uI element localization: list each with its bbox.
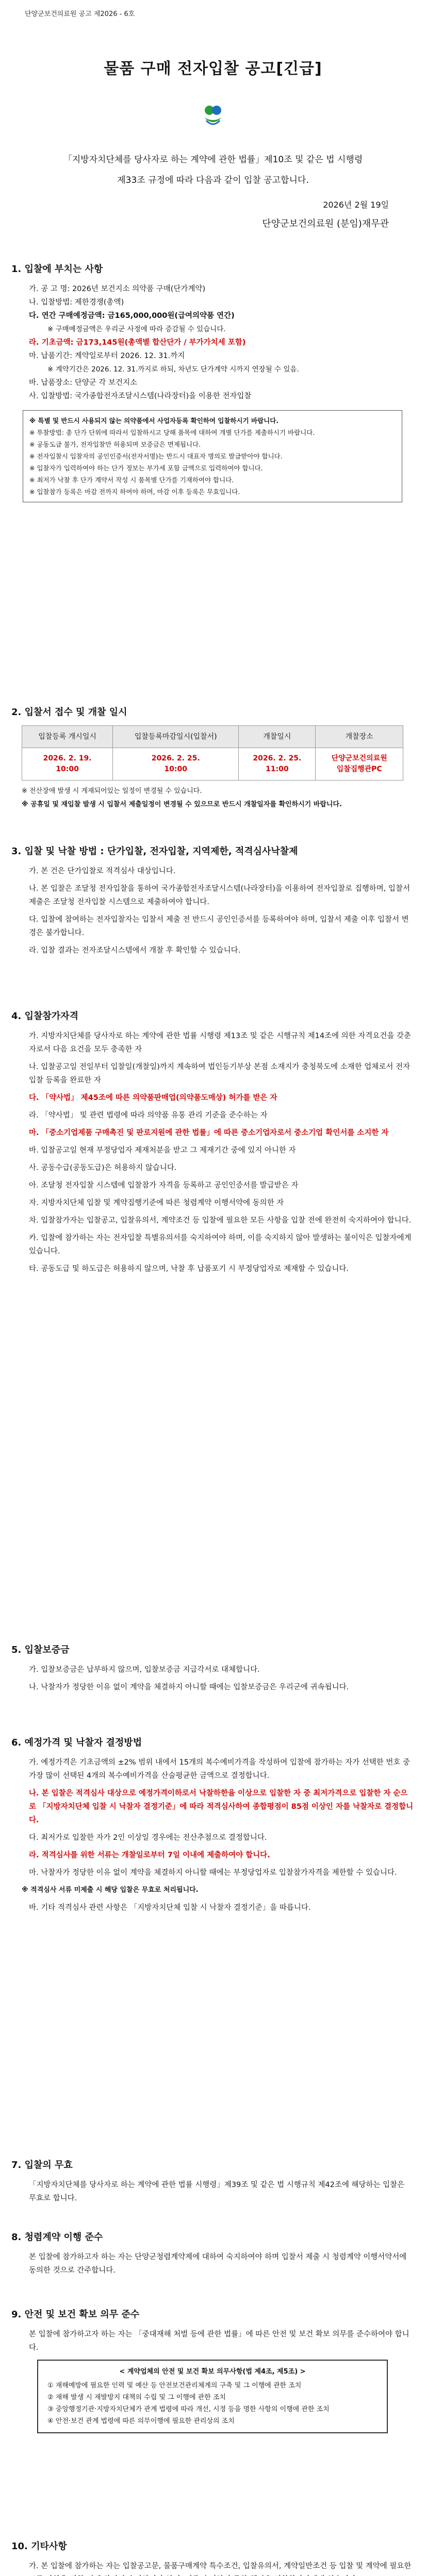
paragraph: 가. 입찰보증금은 납부하지 않으며, 입찰보증금 지급각서로 대체합니다. <box>29 1666 260 1674</box>
sub-note: ※ 계약기간은 2026. 12. 31.까지로 하되, 차년도 단가계약 시까지 연장될 수 있음. <box>47 365 299 374</box>
schedule-table <box>22 725 403 781</box>
section-5 <box>11 1643 414 1698</box>
section-heading: 5. 입찰보증금 <box>11 1645 70 1655</box>
paragraph: 차. 입찰참가자는 입찰공고, 입찰유의서, 계약조건 등 입찰에 필요한 모든 사항을 입찰 전에 완전히 숙지하여야 합니다. <box>29 1216 412 1225</box>
paragraph: 아. 조달청 전자입찰 시스템에 입찰참가 자격을 등록하고 공인인증서를 발급받은 자 <box>29 1181 299 1190</box>
paragraph: 마. 낙찰자가 정당한 이유 없이 계약을 체결하지 아니할 때에는 부정당업자로 입찰참가자격을 제한할 수 있습니다. <box>29 1869 397 1877</box>
sub-note: ※ 구매예정금액은 우리군 사정에 따라 증감될 수 있습니다. <box>47 325 226 333</box>
paragraph: 「지방자치단체를 당사자로 하는 계약에 관한 법률 시행령」제39조 및 같은 법 시행규칙 제42조에 해당하는 입찰은 무효로 합니다. <box>29 2181 405 2202</box>
paragraph: 나. 본 입찰은 조달청 전자입찰을 통하여 국가종합전자조달시스템(나라장터)을 이용하여 전자입찰로 집행하며, 입찰서 제출은 조달청 전자입찰 시스템으로 제출하여야 합니다. <box>29 885 410 906</box>
intro-line: 「지방자치단체를 당사자로 하는 계약에 관한 법률」제10조 및 같은 법 시행령 <box>63 155 363 165</box>
section-2 <box>11 706 414 811</box>
paragraph: 라. 「약사법」 및 관련 법령에 따라 의약품 유통 관리 기준을 준수하는 자 <box>29 1111 268 1120</box>
paragraph: 가. 본 입찰에 참가하는 자는 입찰공고문, 물품구매계약 특수조건, 입찰유의서, 계약일반조건 등 입찰 및 계약에 필요한 <box>29 2562 412 2570</box>
box-line: ② 재해 발생 시 재발방지 대책의 수립 및 그 이행에 관한 조치 <box>47 2394 226 2401</box>
list-item: 마. 납품기간: 계약일로부터 2026. 12. 31.까지 <box>29 352 185 360</box>
box-line: ① 재해예방에 필요한 인력 및 예산 등 안전보건관리체계의 구축 및 그 이행에 관한 조치 <box>47 2382 302 2389</box>
paragraph: 나. 입찰공고일 전일부터 입찰일(개찰일)까지 계속하여 법인등기부상 본점 소재지가 충청북도에 소재한 업체로서 전자입찰 등록을 완료한 자 <box>29 1063 410 1084</box>
note-line: ※ 입찰자가 입력하여야 하는 단가 정보는 부가세 포함 금액으로 입력하여야 합니다. <box>29 464 263 472</box>
note-line: ※ 투찰방법: 총 단가 단위에 따라서 입찰하시고 당해 품목에 대하여 개별 단가를 제출하시기 바랍니다. <box>29 429 315 436</box>
section-heading: 6. 예정가격 및 낙찰자 결정방법 <box>11 1737 142 1748</box>
note-line: ※ 최저가 낙찰 후 단가 계약서 작성 시 품목별 단가를 기재하여야 합니다. <box>29 476 234 484</box>
paragraph: 나. 본 입찰은 적격심사 대상으로 예정가격이하로서 낙찰하한율 이상으로 입찰한 자 중 최저가격으로 입찰한 자 순으로 「지방자치단체 입찰 시 낙찰자 결정기준」에 따라 적격심사하여 종합평점이 85점 이상인 자를 낙찰자로 결정합니다. <box>29 1789 414 1824</box>
paragraph: 나. 낙찰자가 정당한 이유 없이 계약을 체결하지 아니할 때에는 입찰보증금은 우리군에 귀속됩니다. <box>29 1683 349 1691</box>
paragraph: 다. 최저가로 입찰한 자가 2인 이상일 경우에는 전산추첨으로 결정합니다. <box>29 1834 267 1842</box>
section-heading: 3. 입찰 및 낙찰 방법 : 단가입찰, 전자입찰, 지역제한, 적격심사낙찰제 <box>11 846 298 857</box>
section-heading: 9. 안전 및 보건 확보 의무 준수 <box>11 2309 140 2320</box>
paragraph: 자. 지방자치단체 입찰 및 계약집행기준에 따른 청렴계약 이행서약에 동의한 자 <box>29 1199 284 1207</box>
section-heading: 4. 입찰참가자격 <box>11 1011 78 1022</box>
section-heading: 2. 입찰서 접수 및 개찰 일시 <box>11 707 127 718</box>
table-cell: 2026. 2. 25. 11:00 <box>239 748 316 781</box>
paragraph: 바. 기타 적격심사 관련 사항은 「지방자치단체 입찰 시 낙찰자 결정기준」을 따릅니다. <box>29 1904 311 1912</box>
note-line: ※ 특별 및 반드시 사용되지 않는 의약품에서 사업자등록 확인하여 입찰하시기 바랍니다. <box>29 417 279 425</box>
section-heading: 10. 기타사항 <box>11 2541 67 2552</box>
list-item: 라. 기초금액: 금173,145원(총액별 합산단가 / 부가가치세 포함) <box>29 338 246 347</box>
table-header: 입찰등록마감일시(입찰서) <box>113 726 239 748</box>
list-item: 다. 연간 구매예정금액: 금165,000,000원(급여의약품 연간) <box>29 312 235 320</box>
box-line: ④ 안전·보건 관계 법령에 따른 의무이행에 필요한 관리상의 조치 <box>47 2417 235 2425</box>
note-line: ※ 전자입찰시 입찰자의 공인인증서(전자서명)는 반드시 대표자 명의로 발급받아야 합니다. <box>29 452 283 460</box>
section-4 <box>11 1010 414 1280</box>
note-line: ※ 공동도급 불가, 전자입찰만 허용되며 보증금은 면제됩니다. <box>29 440 201 448</box>
section-heading: 7. 입찰의 무효 <box>11 2160 73 2171</box>
paragraph: 다. 「약사법」 제45조에 따른 의약품판매업(의약품도매상) 허가를 받은 자 <box>29 1094 277 1102</box>
section-3 <box>11 845 414 961</box>
danyang-logo-icon <box>200 102 226 128</box>
section-7 <box>11 2159 414 2209</box>
list-item: 가. 공 고 명: 2026년 보건지소 의약품 구매(단가계약) <box>29 285 206 293</box>
table-cell: 단양군보건의료원 입찰집행관PC <box>316 748 403 781</box>
table-header: 입찰등록 개시일시 <box>22 726 113 748</box>
paragraph: 사. 공동수급(공동도급)은 허용하지 않습니다. <box>29 1164 177 1172</box>
section-heading: 8. 청렴계약 이행 준수 <box>11 2232 103 2243</box>
section-6 <box>11 1736 414 1919</box>
box-line: ③ 중앙행정기관·지방자치단체가 관계 법령에 따라 개선, 시정 등을 명한 사항의 이행에 관한 조치 <box>47 2405 330 2413</box>
notice-date: 2026년 2월 19일 <box>323 200 389 210</box>
paragraph: 카. 입찰에 참가하는 자는 전자입찰 특별유의서를 숙지하여야 하며, 이를 숙지하지 않아 발생하는 불이익은 입찰자에게 있습니다. <box>29 1234 412 1256</box>
table-header: 개찰일시 <box>239 726 316 748</box>
page-title: 물품 구매 전자입찰 공고[긴급] <box>104 60 322 78</box>
safety-obligations-box <box>37 2360 388 2433</box>
note-line: ※ 입찰참가 등록은 마감 전까지 하여야 하며, 마감 이후 등록은 무효입니다. <box>29 488 240 496</box>
paragraph: 본 입찰에 참가하고자 하는 자는 「중대재해 처벌 등에 관한 법률」에 따른 안전 및 보건 확보 의무를 준수하여야 합니다. <box>29 2330 409 2352</box>
section-10 <box>11 2540 414 2576</box>
intro-text <box>31 149 395 191</box>
paragraph: 마. 「중소기업제품 구매촉진 및 판로지원에 관한 법률」에 따른 중소기업자로서 중소기업 확인서를 소지한 자 <box>29 1129 389 1137</box>
paragraph: 타. 공동도급 및 하도급은 허용하지 않으며, 낙찰 후 납품포기 시 부정당업자로 제재할 수 있습니다. <box>29 1265 349 1273</box>
paragraph: 라. 입찰 결과는 전자조달시스템에서 개찰 후 확인할 수 있습니다. <box>29 946 241 955</box>
section-8 <box>11 2231 414 2281</box>
sub-note: ※ 공휴일 및 재입찰 발생 시 입찰서 제출일정이 변경될 수 있으므로 반드시 개찰일자를 확인하시기 바랍니다. <box>22 801 342 808</box>
box-title: < 계약업체의 안전 및 보건 확보 의무사항(법 제4조, 제5조) > <box>119 2368 306 2376</box>
paragraph: 본 입찰에 참가하고자 하는 자는 단양군청렴계약제에 대하여 숙지하여야 하며 입찰서 제출 시 청렴계약 이행서약서에 동의한 것으로 간주합니다. <box>29 2253 407 2275</box>
section-heading: 1. 입찰에 부치는 사항 <box>11 264 103 275</box>
paragraph: 라. 적격심사를 위한 서류는 개찰일로부터 7일 이내에 제출하여야 합니다. <box>29 1851 270 1859</box>
paragraph: 다. 입찰에 참여하는 전자입찰자는 입찰서 제출 전 반드시 공인인증서를 등록하여야 하며, 입찰서 제출 이후 입찰서 변경은 불가합니다. <box>29 916 409 937</box>
table-header: 개찰장소 <box>316 726 403 748</box>
paragraph: 가. 본 건은 단가입찰로 적격심사 대상입니다. <box>29 867 176 875</box>
intro-line: 제33조 규정에 따라 다음과 같이 입찰 공고합니다. <box>117 175 309 185</box>
sub-note: ※ 전산장애 발생 시 게재되어있는 일정이 변경될 수 있습니다. <box>22 787 202 795</box>
paragraph: 가. 예정가격은 기초금액의 ±2% 범위 내에서 15개의 복수예비가격을 작성하여 입찰에 참가하는 자가 선택한 번호 중 가장 많이 선택된 4개의 복수예비가격을 산술평균한 금액으로 결정합니다. <box>29 1758 411 1780</box>
list-item: 바. 납품장소: 단양군 각 보건지소 <box>29 379 138 387</box>
notice-org: 단양군보건의료원 (분임)재무관 <box>262 218 389 229</box>
list-item: 나. 입찰방법: 제한경쟁(총액) <box>29 298 124 307</box>
table-cell: 2026. 2. 19. 10:00 <box>22 748 113 781</box>
section-1 <box>11 263 414 502</box>
table-row <box>22 748 403 781</box>
notice-number: 단양군보건의료원 공고 제2026 - 6호 <box>25 10 135 18</box>
paragraph: 바. 입찰공고일 현재 부정당업자 제재처분을 받고 그 제재기간 중에 있지 아니한 자 <box>29 1146 296 1155</box>
sub-note: ※ 적격심사 서류 미제출 시 해당 입찰은 무효로 처리됩니다. <box>22 1886 199 1894</box>
section-9 <box>11 2308 414 2438</box>
list-item: 사. 입찰방법: 국가종합전자조달시스템(나라장터)을 이용한 전자입찰 <box>29 392 252 400</box>
notice-box <box>23 410 402 502</box>
paragraph: 가. 지방자치단체를 당사자로 하는 계약에 관한 법률 시행령 제13조 및 같은 시행규칙 제14조에 의한 자격요건을 갖춘 자로서 다음 요건을 모두 충족한 자 <box>29 1032 411 1054</box>
table-cell: 2026. 2. 25. 10:00 <box>113 748 239 781</box>
